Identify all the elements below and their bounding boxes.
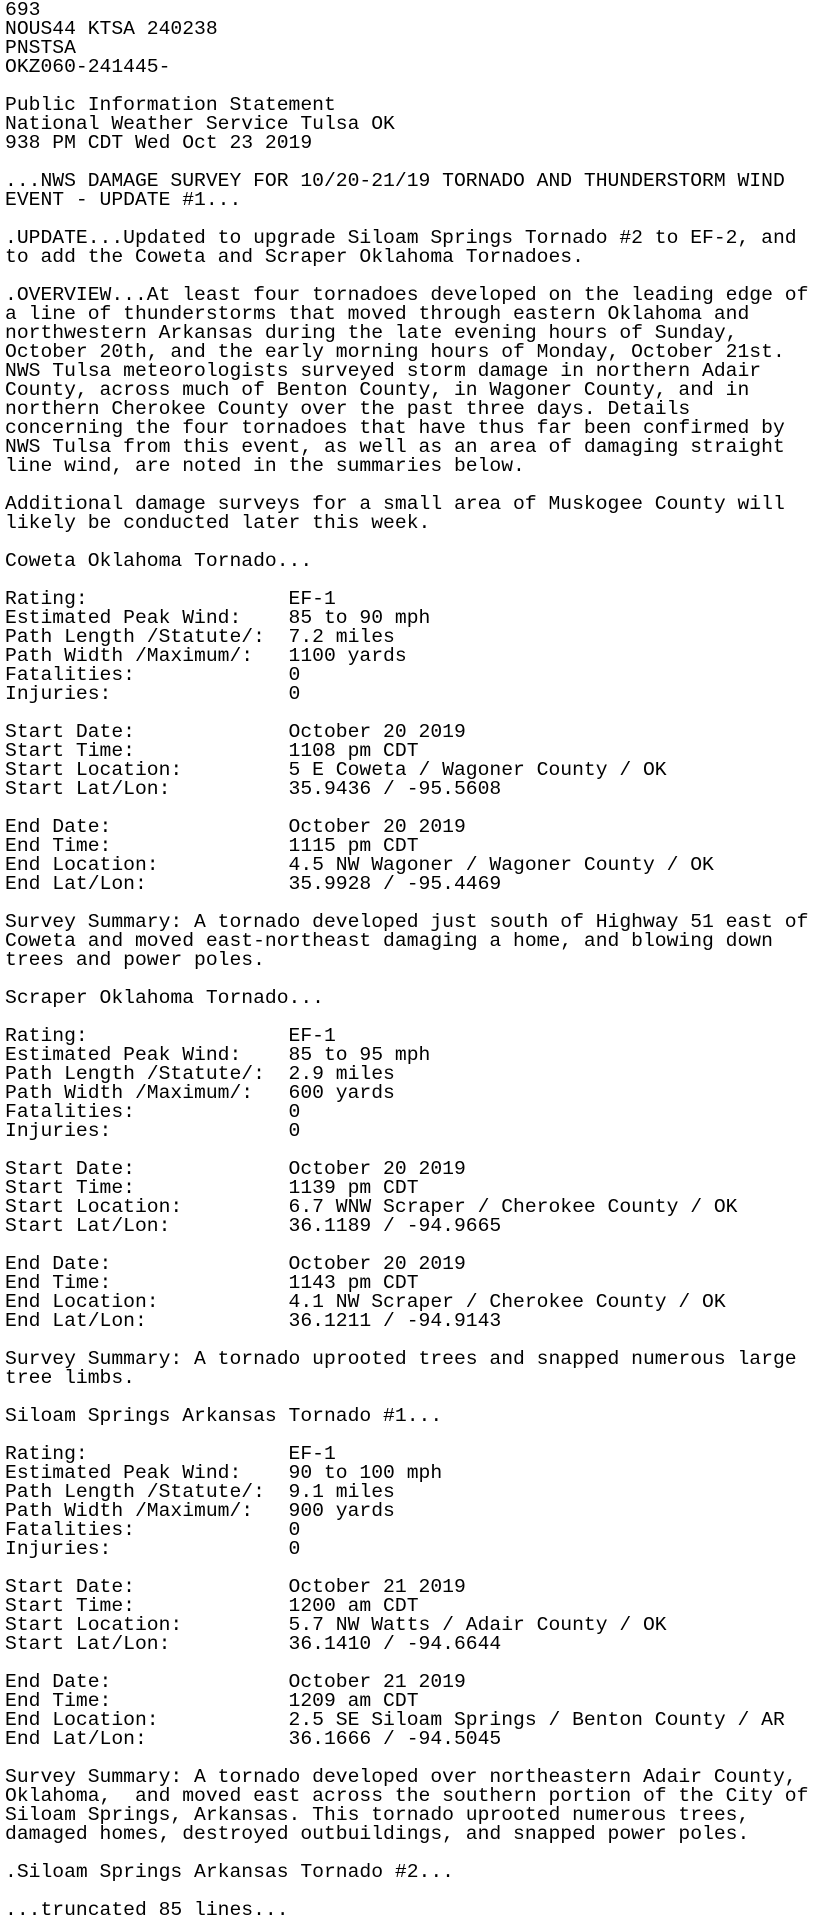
text-line: Injuries: 0 <box>5 1538 301 1560</box>
text-line: End Time: 1143 pm CDT <box>5 1272 419 1294</box>
text-line: line wind, are noted in the summaries below. <box>5 455 525 477</box>
text-line: a line of thunderstorms that moved through eastern Oklahoma and <box>5 303 750 325</box>
text-line: ...truncated 85 lines... <box>5 1899 289 1921</box>
text-line: End Location: 4.5 NW Wagoner / Wagoner County / OK <box>5 854 714 876</box>
text-line: Survey Summary: A tornado uprooted trees and snapped numerous large <box>5 1348 797 1370</box>
text-line: Scraper Oklahoma Tornado... <box>5 987 324 1009</box>
text-line: trees and power poles. <box>5 949 265 971</box>
text-line: Fatalities: 0 <box>5 664 301 686</box>
text-line: Siloam Springs, Arkansas. This tornado uprooted numerous trees, <box>5 1804 750 1826</box>
text-line: damaged homes, destroyed outbuildings, and snapped power poles. <box>5 1823 750 1845</box>
text-line: Start Time: 1139 pm CDT <box>5 1177 419 1199</box>
text-line: Path Length /Statute/: 7.2 miles <box>5 626 395 648</box>
text-line: Survey Summary: A tornado developed over northeastern Adair County, <box>5 1766 797 1788</box>
text-line: Fatalities: 0 <box>5 1101 301 1123</box>
text-line: Coweta and moved east-northeast damaging a home, and blowing down <box>5 930 773 952</box>
text-line: Rating: EF-1 <box>5 588 336 610</box>
text-line: Start Date: October 20 2019 <box>5 1158 466 1180</box>
text-line: Estimated Peak Wind: 90 to 100 mph <box>5 1462 443 1484</box>
text-line: National Weather Service Tulsa OK <box>5 113 395 135</box>
text-line: Siloam Springs Arkansas Tornado #1... <box>5 1405 443 1427</box>
text-line: NWS Tulsa meteorologists surveyed storm damage in northern Adair <box>5 360 762 382</box>
text-line: Coweta Oklahoma Tornado... <box>5 550 313 572</box>
text-line: Additional damage surveys for a small area of Muskogee County will <box>5 493 785 515</box>
text-line: Start Date: October 20 2019 <box>5 721 466 743</box>
text-line: Survey Summary: A tornado developed just south of Highway 51 east of <box>5 911 809 933</box>
text-line: northern Cherokee County over the past three days. Details <box>5 398 691 420</box>
text-line: County, across much of Benton County, in Wagoner County, and in <box>5 379 750 401</box>
text-line: End Location: 2.5 SE Siloam Springs / Benton County / AR <box>5 1709 785 1731</box>
text-line: Estimated Peak Wind: 85 to 90 mph <box>5 607 431 629</box>
text-line: northwestern Arkansas during the late evening hours of Sunday, <box>5 322 738 344</box>
text-line: End Lat/Lon: 36.1211 / -94.9143 <box>5 1310 502 1332</box>
text-line: 938 PM CDT Wed Oct 23 2019 <box>5 132 313 154</box>
text-line: .UPDATE...Updated to upgrade Siloam Springs Tornado #2 to EF-2, and <box>5 227 797 249</box>
text-line: to add the Coweta and Scraper Oklahoma Tornadoes. <box>5 246 584 268</box>
text-line: Path Length /Statute/: 2.9 miles <box>5 1063 395 1085</box>
text-line: End Date: October 20 2019 <box>5 816 466 838</box>
text-line: .OVERVIEW...At least four tornadoes developed on the leading edge of <box>5 284 809 306</box>
text-line: PNSTSA <box>5 37 76 59</box>
text-line: End Lat/Lon: 36.1666 / -94.5045 <box>5 1728 502 1750</box>
text-line: End Lat/Lon: 35.9928 / -95.4469 <box>5 873 502 895</box>
text-line: concerning the four tornadoes that have thus far been confirmed by <box>5 417 785 439</box>
text-line: Injuries: 0 <box>5 683 301 705</box>
text-line: End Location: 4.1 NW Scraper / Cherokee County / OK <box>5 1291 726 1313</box>
text-line: Fatalities: 0 <box>5 1519 301 1541</box>
text-line: Path Length /Statute/: 9.1 miles <box>5 1481 395 1503</box>
text-line: Path Width /Maximum/: 900 yards <box>5 1500 395 1522</box>
text-line: Path Width /Maximum/: 600 yards <box>5 1082 395 1104</box>
text-line: Rating: EF-1 <box>5 1025 336 1047</box>
text-line: Start Lat/Lon: 35.9436 / -95.5608 <box>5 778 502 800</box>
text-line: Start Date: October 21 2019 <box>5 1576 466 1598</box>
text-line: Start Lat/Lon: 36.1410 / -94.6644 <box>5 1633 502 1655</box>
text-line: Start Location: 5.7 NW Watts / Adair County / OK <box>5 1614 667 1636</box>
text-line: Public Information Statement <box>5 94 336 116</box>
text-line: Start Location: 5 E Coweta / Wagoner County / OK <box>5 759 667 781</box>
text-line: Start Location: 6.7 WNW Scraper / Cherokee County / OK <box>5 1196 738 1218</box>
text-line: OKZ060-241445- <box>5 56 171 78</box>
text-line: 693 <box>5 0 41 21</box>
text-line: Start Lat/Lon: 36.1189 / -94.9665 <box>5 1215 502 1237</box>
text-line: .Siloam Springs Arkansas Tornado #2... <box>5 1861 454 1883</box>
text-line: NOUS44 KTSA 240238 <box>5 18 218 40</box>
text-line: End Time: 1209 am CDT <box>5 1690 419 1712</box>
text-line: Start Time: 1108 pm CDT <box>5 740 419 762</box>
text-line: Rating: EF-1 <box>5 1443 336 1465</box>
text-line: October 20th, and the early morning hours of Monday, October 21st. <box>5 341 785 363</box>
text-line: ...NWS DAMAGE SURVEY FOR 10/20-21/19 TORNADO AND THUNDERSTORM WIND <box>5 170 785 192</box>
text-line: Injuries: 0 <box>5 1120 301 1142</box>
text-line: NWS Tulsa from this event, as well as an area of damaging straight <box>5 436 785 458</box>
text-line: Start Time: 1200 am CDT <box>5 1595 419 1617</box>
text-line: EVENT - UPDATE #1... <box>5 189 242 211</box>
text-line: Path Width /Maximum/: 1100 yards <box>5 645 407 667</box>
text-line: tree limbs. <box>5 1367 135 1389</box>
text-line: Estimated Peak Wind: 85 to 95 mph <box>5 1044 431 1066</box>
text-line: End Date: October 21 2019 <box>5 1671 466 1693</box>
text-line: End Date: October 20 2019 <box>5 1253 466 1275</box>
text-line: Oklahoma, and moved east across the southern portion of the City of <box>5 1785 809 1807</box>
text-line: End Time: 1115 pm CDT <box>5 835 419 857</box>
text-line: likely be conducted later this week. <box>5 512 431 534</box>
